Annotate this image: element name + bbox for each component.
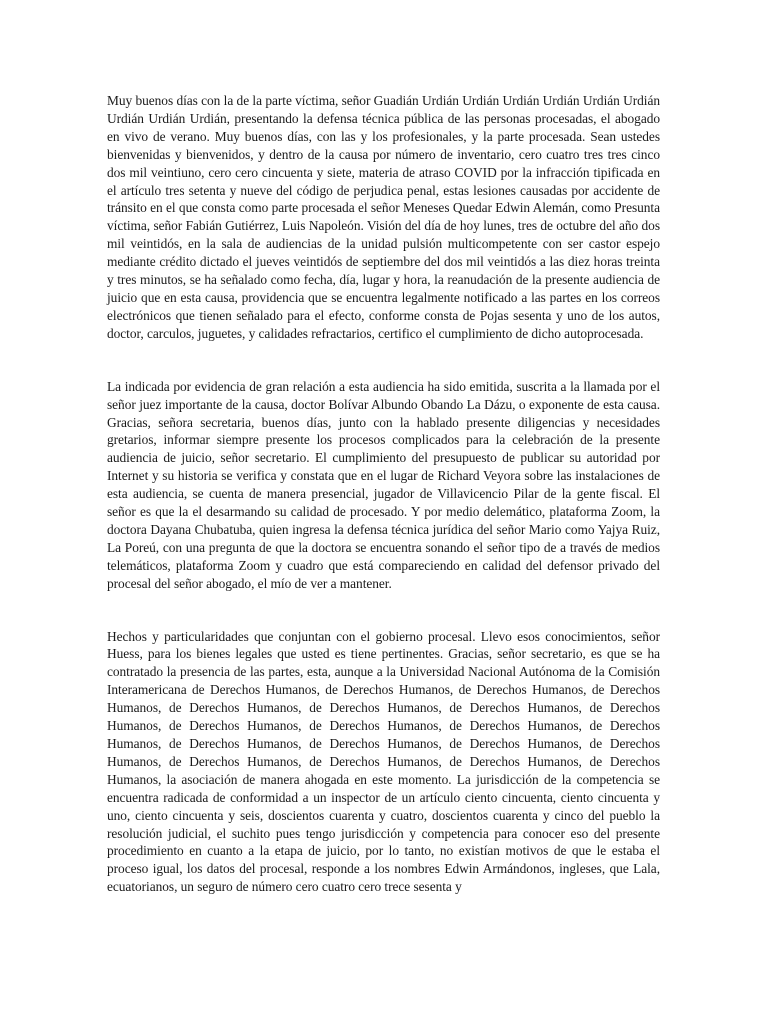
paragraph-3: Hechos y particularidades que conjuntan con el gobierno procesal. Llevo esos conocimientos, señor Huess, para los bienes legales que usted es tiene pertinentes. Gracias, señor secretario, es que se ha contratado la presencia de las partes, esta, aunque a la Universidad Nacional Autónoma de la Comisión Interamericana de Derechos Humanos, de Derechos Humanos, de Derechos Humanos, de Derechos Humanos, de Derechos Humanos, de Derechos Humanos, de Derechos Humanos, de Derechos Humanos, de Derechos Humanos, de Derechos Humanos, de Derechos Humanos, de Derechos Humanos, de Derechos Humanos, de Derechos Humanos, de Derechos Humanos, de Derechos Humanos, de Derechos Humanos, de Derechos Humanos, de Derechos Humanos, de Derechos Humanos, la asociación de manera ahogada en este momento. La jurisdicción de la competencia se encuentra radicada de conformidad a un inspector de un artículo ciento cincuenta, ciento cincuenta y uno, ciento cincuenta y seis, doscientos cuarenta y cuatro, doscientos cuarenta y cinco del pueblo la resolución judicial, el suchito pues tengo jurisdicción y competencia para conocer eso del presente procedimiento en cuanto a la etapa de juicio, por lo tanto, no existían motivos de que le estaba el proceso igual, los datos del procesal, responde a los nombres Edwin Armándonos, ingleses, que Lala, ecuatorianos, un seguro de número cero cuatro cero trece sesenta y xyxy=(107,628,660,895)
document-page xyxy=(107,92,660,896)
paragraph-2: La indicada por evidencia de gran relación a esta audiencia ha sido emitida, suscrita a la llamada por el señor juez importante de la causa, doctor Bolívar Albundo Obando La Dázu, o exponente de esta causa. Gracias, señora secretaria, buenos días, junto con la hablado presente diligencias y necesidades gretarios, informar siempre presente los procesos complicados para la celebración de la presente audiencia de juicio, señor secretario. El cumplimiento del presupuesto de publicar su autoridad por Internet y su historia se verifica y constata que en el lugar de Richard Veyora sobre las instalaciones de esta audiencia, se cuenta de manera presencial, jugador de Villavicencio Pilar de la gente fiscal. El señor es que la el desarmando su calidad de procesado. Y por medio delemático, plataforma Zoom, la doctora Dayana Chubatuba, quien ingresa la defensa técnica jurídica del señor Mario como Yajya Ruiz, La Poreú, con una pregunta de que la doctora se encuentra sonando el señor tipo de a través de medios telemáticos, plataforma Zoom y cuadro que está compareciendo en calidad del defensor privado del procesal del señor abogado, el mío de ver a mantener. xyxy=(107,378,660,591)
paragraph-1: Muy buenos días con la de la parte víctima, señor Guadián Urdián Urdián Urdián Urdián Urdián Urdián Urdián Urdián Urdián, presentando la defensa técnica pública de las personas procesadas, el abogado en vivo de verano. Muy buenos días, con las y los profesionales, y la parte procesada. Sean ustedes bienvenidas y bienvenidos, y dentro de la causa por número de inventario, cero cuatro tres tres cinco dos mil veintiuno, cero cero cincuenta y siete, materia de atraso COVID por la infracción tipificada en el artículo tres setenta y nueve del código de perjudica penal, estas lesiones causadas por accidente de tránsito en el que consta como parte procesada el señor Meneses Quedar Edwin Alemán, como Presunta víctima, señor Fabián Gutiérrez, Luis Napoleón. Visión del día de hoy lunes, tres de octubre del año dos mil veintidós, en la sala de audiencias de la unidad pulsión multicompetente con ser castor espejo mediante crédito dictado el jueves veintidós de septiembre del dos mil veintidós a las diez horas treinta y tres minutos, se ha señalado como fecha, día, lugar y hora, la reanudación de la presente audiencia de juicio que en esta causa, providencia que se encuentra legalmente notificado a las partes en los correos electrónicos que tienen señalado para el efecto, conforme consta de Pojas sesenta y uno de los autos, doctor, carculos, juguetes, y calidades refractarios, certifico el cumplimiento de dicho autoprocesada. xyxy=(107,93,660,341)
